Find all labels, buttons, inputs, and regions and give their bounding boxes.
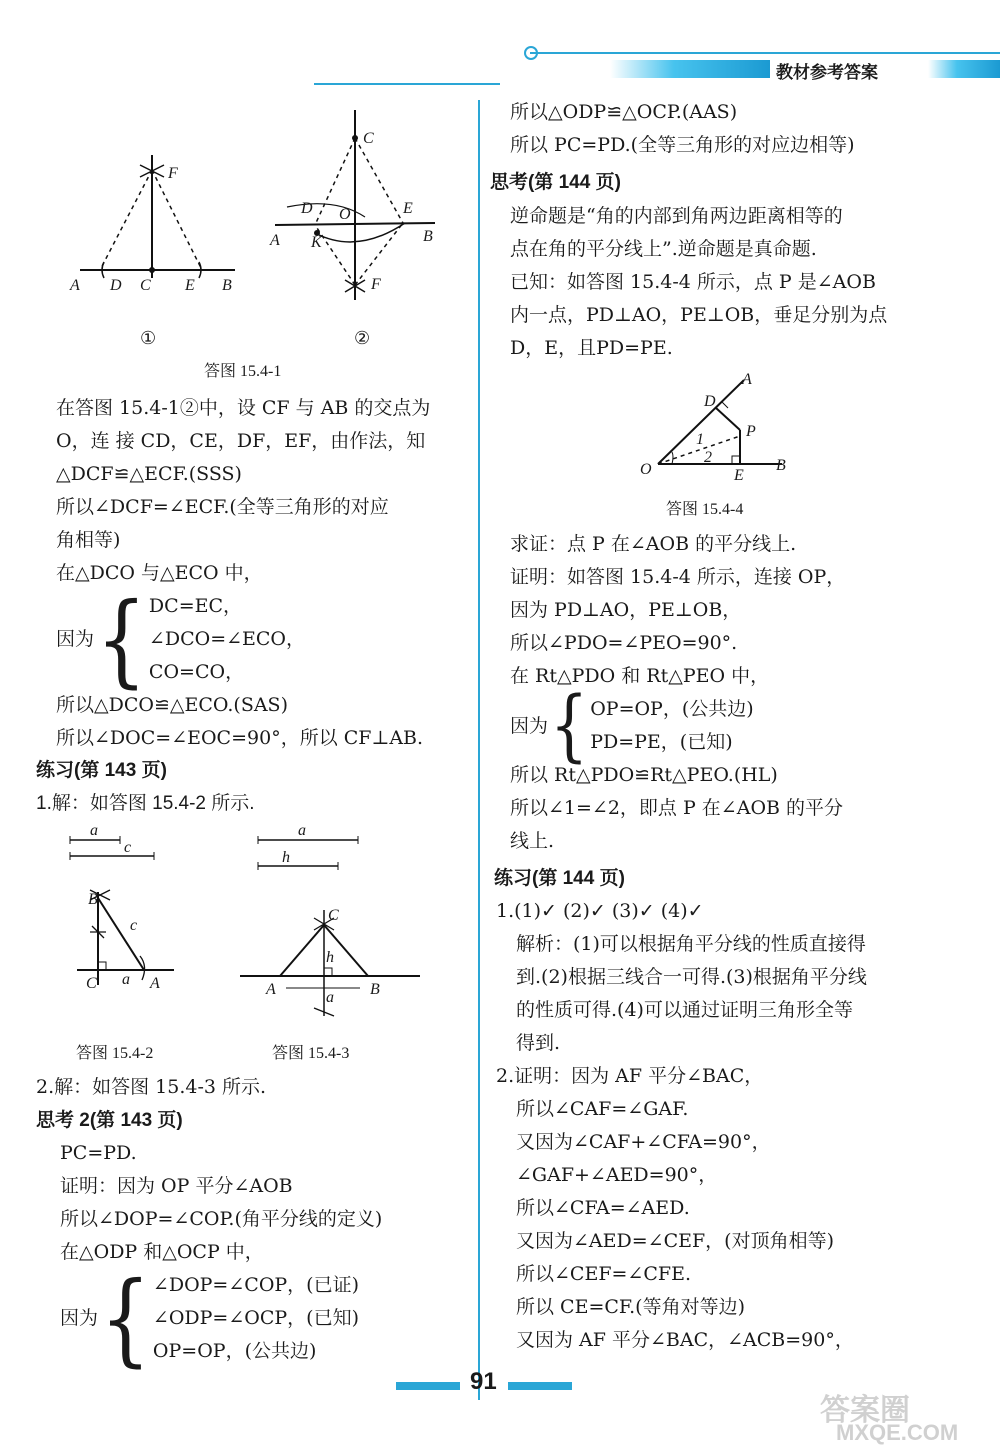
label: F <box>168 165 178 182</box>
label: C <box>86 975 97 992</box>
section-heading-practice-143: 练习(第 143 页) <box>36 760 167 781</box>
text-line: 在答图 15.4-1②中，设 CF 与 AB 的交点为 <box>56 397 431 419</box>
label: E <box>185 277 195 294</box>
figure-sub-label-2: ② <box>354 328 371 348</box>
text-line: 所以∠CFA=∠AED. <box>516 1197 690 1219</box>
label: A <box>266 981 276 998</box>
text-line: 又因为 AF 平分∠BAC，∠ACB=90°， <box>516 1329 854 1351</box>
figure-15-4-1-part1 <box>60 150 250 300</box>
figure-caption-15-4-3: 答图 15.4-3 <box>272 1045 350 1062</box>
label: O <box>640 461 652 478</box>
figure-15-4-4 <box>632 370 802 484</box>
label: B <box>370 981 380 998</box>
brace-line: PD=PE，(已知) <box>590 731 733 753</box>
text-line: 所以∠PDO=∠PEO=90°. <box>510 632 738 654</box>
text-line: 所以 Rt△PDO≌Rt△PEO.(HL) <box>510 764 778 786</box>
label: F <box>371 276 381 293</box>
header-title: 教材参考答案 <box>770 58 884 83</box>
label: D <box>110 277 122 294</box>
brace-line: OP=OP，(公共边) <box>590 698 754 720</box>
brace-line: CO=CO， <box>148 661 245 683</box>
label: C <box>363 130 374 147</box>
text-line: 所以∠CAF=∠GAF. <box>516 1098 689 1120</box>
label: a <box>90 822 98 839</box>
left-column-top <box>56 392 466 755</box>
label: D <box>301 200 313 217</box>
footer-bar-left <box>396 1382 460 1390</box>
text-line: 所以∠1=∠2，即点 P 在∠AOB 的平分 <box>510 797 844 819</box>
brace-line: ∠ODP=∠OCP，(已知) <box>152 1307 359 1329</box>
label: A <box>70 277 80 294</box>
text-line: 点在角的平分线上”.逆命题是真命题. <box>510 238 817 260</box>
figure-caption-15-4-4: 答图 15.4-4 <box>666 501 744 518</box>
right-column-proof <box>510 528 845 858</box>
text-line: 所以△DCO≌△ECO.(SAS) <box>56 694 288 716</box>
text-line: 证明：因为 OP 平分∠AOB <box>60 1175 293 1197</box>
text-line: 1.(1)✓ (2)✓ (3)✓ (4)✓ <box>496 900 704 922</box>
text-line: ∠GAF+∠AED=90°， <box>516 1164 718 1186</box>
answer-1: 1.解：如答图 15.4-2 所示. <box>36 793 255 814</box>
text-line: 的性质可得.(4)可以通过证明三角形全等 <box>516 999 853 1021</box>
right-column-top <box>510 96 855 162</box>
label: K <box>311 234 322 251</box>
text-line: 已知：如答图 15.4-4 所示，点 P 是∠AOB <box>510 271 876 293</box>
text-line: 所以∠DOC=∠EOC=90°，所以 CF⊥AB. <box>56 727 424 749</box>
figure-caption-15-4-1: 答图 15.4-1 <box>204 363 282 380</box>
section-heading-practice-144: 练习(第 144 页) <box>494 868 625 889</box>
answer-2-wrap <box>36 1071 266 1104</box>
label: 2 <box>704 449 712 466</box>
brace-symbol: { <box>550 680 589 772</box>
figure-caption-15-4-2: 答图 15.4-2 <box>76 1045 154 1062</box>
footer-bar-right <box>508 1382 572 1390</box>
text-line: 内一点，PD⊥AO，PE⊥OB，垂足分别为点 <box>510 304 888 326</box>
label: h <box>326 949 334 966</box>
label: a <box>298 822 306 839</box>
text-line: 又因为∠AED=∠CEF，(对顶角相等) <box>516 1230 835 1252</box>
text-line: 角相等) <box>56 529 121 551</box>
label: c <box>130 917 138 934</box>
watermark-url: MXQE.COM <box>836 1420 959 1445</box>
label: a <box>326 989 334 1006</box>
text-line: 所以∠DOP=∠COP.(角平分线的定义) <box>60 1208 383 1230</box>
condition-brace-1 <box>56 580 466 697</box>
right-column-practice <box>496 895 867 1357</box>
figure-15-4-1-part2 <box>265 105 455 305</box>
label: B <box>776 457 786 474</box>
label: c <box>124 839 132 856</box>
label: E <box>403 200 413 217</box>
text-line: 2.证明：因为 AF 平分∠BAC， <box>496 1065 764 1087</box>
column-divider <box>478 100 480 1400</box>
brace-line: OP=OP，(公共边) <box>152 1340 317 1362</box>
label: 1 <box>696 431 704 448</box>
text-line: 解析：(1)可以根据角平分线的性质直接得 <box>516 933 866 955</box>
header-rule <box>530 52 1000 54</box>
brace-symbol: { <box>100 1259 151 1376</box>
label: E <box>734 467 744 484</box>
text-line <box>36 787 255 820</box>
watermark-logo: 答案圈 <box>820 1394 910 1427</box>
text-line: PC=PD. <box>60 1142 137 1164</box>
header-gradient-bar <box>610 60 770 78</box>
label: C <box>140 277 151 294</box>
brace-lead: 因为 <box>510 714 549 737</box>
column-top-rule <box>314 83 500 85</box>
brace-line: DC=EC， <box>148 595 243 617</box>
label: h <box>282 849 290 866</box>
text-line: △DCF≌△ECF.(SSS) <box>56 463 242 485</box>
brace-line: ∠DCO=∠ECO， <box>148 628 306 650</box>
text-line: 到.(2)根据三线合一可得.(3)根据角平分线 <box>516 966 867 988</box>
left-column-bottom <box>60 1137 383 1376</box>
text-line: 在 Rt△PDO 和 Rt△PEO 中， <box>510 665 770 687</box>
right-column-known <box>510 200 887 365</box>
brace-lead: 因为 <box>60 1307 99 1329</box>
text-line: 在△DCO 与△ECO 中， <box>56 562 263 584</box>
label: C <box>328 907 339 924</box>
text-line: 求证：点 P 在∠AOB 的平分线上. <box>510 533 797 555</box>
text-line: 所以 PC=PD.(全等三角形的对应边相等) <box>510 134 855 156</box>
label: a <box>122 971 130 988</box>
answer-2: 2.解：如答图 15.4-3 所示. <box>36 1076 267 1098</box>
label: O <box>339 206 351 223</box>
page-number: 91 <box>470 1368 497 1395</box>
text-line: 因为 PD⊥AO，PE⊥OB， <box>510 599 742 621</box>
brace-lead: 因为 <box>56 628 95 650</box>
figure-sub-label-1: ① <box>140 328 157 348</box>
label: B <box>222 277 232 294</box>
figure-15-4-2 <box>62 820 192 1005</box>
text-line: 证明：如答图 15.4-4 所示，连接 OP， <box>510 566 846 588</box>
text-line: 所以 CE=CF.(等角对等边) <box>516 1296 745 1318</box>
label: A <box>742 371 752 388</box>
label: B <box>423 228 433 245</box>
text-line: 所以∠DCF=∠ECF.(全等三角形的对应 <box>56 496 389 518</box>
brace-line: ∠DOP=∠COP，(已证) <box>152 1274 359 1296</box>
label: P <box>746 423 756 440</box>
header-gradient-bar-right <box>928 60 1000 78</box>
label: A <box>270 232 280 249</box>
brace-symbol: { <box>96 580 147 697</box>
text-line: 所以△ODP≌△OCP.(AAS) <box>510 101 738 123</box>
text-line: 所以∠CEF=∠CFE. <box>516 1263 691 1285</box>
text-line: 又因为∠CAF+∠CFA=90°， <box>516 1131 771 1153</box>
label: B <box>88 891 98 908</box>
text-line: 得到. <box>516 1032 561 1054</box>
condition-brace-3 <box>510 680 845 772</box>
text-line: 线上. <box>510 830 555 852</box>
figure-15-4-3 <box>238 820 428 1030</box>
section-heading-think2-143: 思考 2(第 143 页) <box>36 1110 183 1131</box>
text-line: 在△ODP 和△OCP 中， <box>60 1241 264 1263</box>
text-line: D，E，且PD=PE. <box>510 337 673 359</box>
text-line: O，连 接 CD，CE，DF，EF，由作法，知 <box>56 430 426 452</box>
condition-brace-2 <box>60 1259 382 1376</box>
label: A <box>150 975 160 992</box>
section-heading-think-144: 思考(第 144 页) <box>490 172 621 193</box>
text-line: 逆命题是“角的内部到角两边距离相等的 <box>510 205 843 227</box>
label: D <box>704 393 716 410</box>
